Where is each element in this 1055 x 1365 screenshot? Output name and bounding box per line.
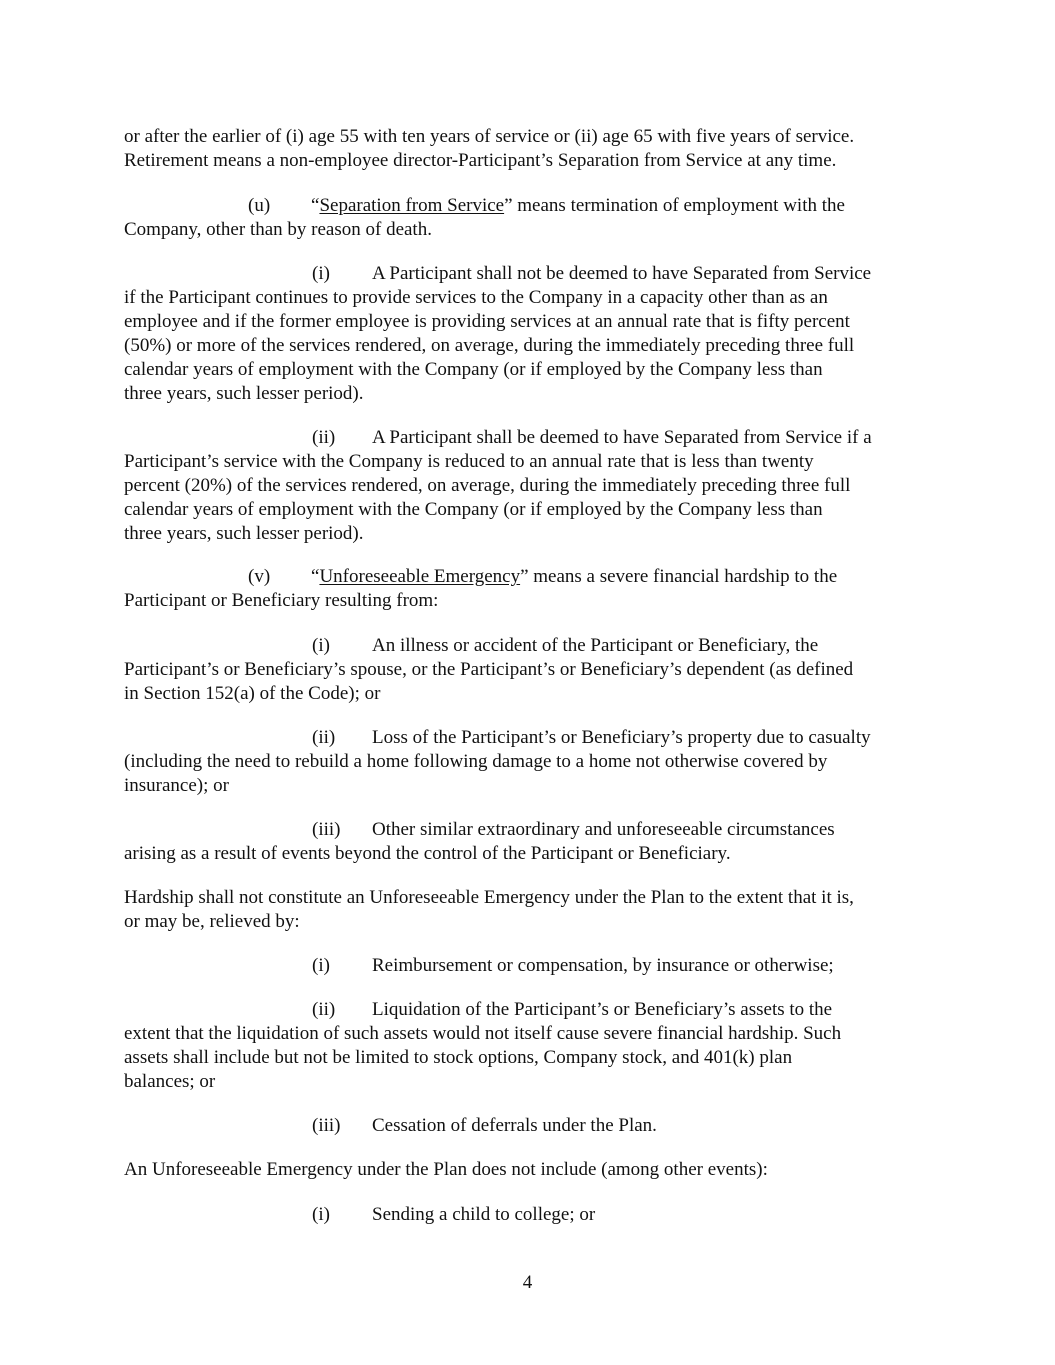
section-label: (u) — [248, 195, 271, 216]
paragraph-line: three years, such lesser period). — [124, 523, 364, 544]
paragraph-line: if the Participant continues to provide services to the Company in a capacity other than as an — [124, 287, 828, 308]
paragraph-line: in Section 152(a) of the Code); or — [124, 683, 381, 704]
paragraph-line: or may be, relieved by: — [124, 911, 300, 932]
paragraph-line: employee and if the former employee is providing services at an annual rate that is fifty percent — [124, 311, 850, 332]
paragraph-line: Participant’s service with the Company is reduced to an annual rate that is less than twenty — [124, 451, 814, 472]
paragraph-line: Hardship shall not constitute an Unforeseeable Emergency under the Plan to the extent that it is, — [124, 887, 854, 908]
section-label: (v) — [248, 566, 271, 587]
paragraph-first-line: Reimbursement or compensation, by insurance or otherwise; — [372, 955, 834, 976]
subsection-label: (iii) — [312, 819, 341, 840]
subsection-label: (ii) — [312, 727, 336, 748]
paragraph-line: arising as a result of events beyond the control of the Participant or Beneficiary. — [124, 843, 731, 864]
paragraph-line: (50%) or more of the services rendered, on average, during the immediately preceding three full — [124, 335, 855, 356]
paragraph-line: Participant’s or Beneficiary’s spouse, or the Participant’s or Beneficiary’s dependent (as defined — [124, 659, 854, 680]
paragraph-first-line: Other similar extraordinary and unforeseeable circumstances — [372, 819, 835, 840]
page-number: 4 — [522, 1272, 533, 1293]
subsection-label: (ii) — [312, 427, 336, 448]
subsection-label: (i) — [312, 1204, 330, 1225]
paragraph-first-line: Liquidation of the Participant’s or Beneficiary’s assets to the — [372, 999, 833, 1020]
paragraph-line: percent (20%) of the services rendered, on average, during the immediately preceding three full — [124, 475, 851, 496]
paragraph-line: Participant or Beneficiary resulting from: — [124, 590, 439, 611]
open-quote: “ — [311, 566, 320, 587]
paragraph-line: Retirement means a non-employee director-Participant’s Separation from Service at any time. — [124, 150, 837, 171]
paragraph-first-line: Cessation of deferrals under the Plan. — [372, 1115, 657, 1136]
paragraph-line: three years, such lesser period). — [124, 383, 364, 404]
paragraph-line: extent that the liquidation of such assets would not itself cause severe financial hardship. Such — [124, 1023, 842, 1044]
paragraph-line: (including the need to rebuild a home following damage to a home not otherwise covered by — [124, 751, 828, 772]
paragraph-first-line: A Participant shall not be deemed to have Separated from Service — [372, 263, 872, 284]
subsection-label: (ii) — [312, 999, 336, 1020]
paragraph-line: assets shall include but not be limited to stock options, Company stock, and 401(k) plan — [124, 1047, 793, 1068]
subsection-label: (iii) — [312, 1115, 341, 1136]
definition-heading — [311, 194, 845, 218]
defined-term: Separation from Service — [319, 195, 505, 216]
paragraph-first-line: Sending a child to college; or — [372, 1204, 596, 1225]
definition-heading — [311, 565, 837, 589]
subsection-label: (i) — [312, 263, 330, 284]
defined-term: Unforeseeable Emergency — [319, 566, 521, 587]
paragraph-line: calendar years of employment with the Company (or if employed by the Company less than — [124, 499, 823, 520]
subsection-label: (i) — [312, 955, 330, 976]
paragraph-line: or after the earlier of (i) age 55 with ten years of service or (ii) age 65 with five years of service. — [124, 126, 855, 147]
paragraph-line: insurance); or — [124, 775, 229, 796]
paragraph-first-line: A Participant shall be deemed to have Separated from Service if a — [372, 427, 872, 448]
paragraph-line: balances; or — [124, 1071, 216, 1092]
open-quote: “ — [311, 195, 320, 216]
subsection-label: (i) — [312, 635, 330, 656]
paragraph-first-line: Loss of the Participant’s or Beneficiary’s property due to casualty — [372, 727, 871, 748]
paragraph-line: calendar years of employment with the Company (or if employed by the Company less than — [124, 359, 823, 380]
paragraph-first-line: An illness or accident of the Participant or Beneficiary, the — [372, 635, 819, 656]
definition-text: ” means a severe financial hardship to the — [520, 566, 838, 587]
paragraph-line: Company, other than by reason of death. — [124, 219, 432, 240]
paragraph-line: An Unforeseeable Emergency under the Plan does not include (among other events): — [124, 1159, 768, 1180]
definition-text: ” means termination of employment with the — [504, 195, 845, 216]
